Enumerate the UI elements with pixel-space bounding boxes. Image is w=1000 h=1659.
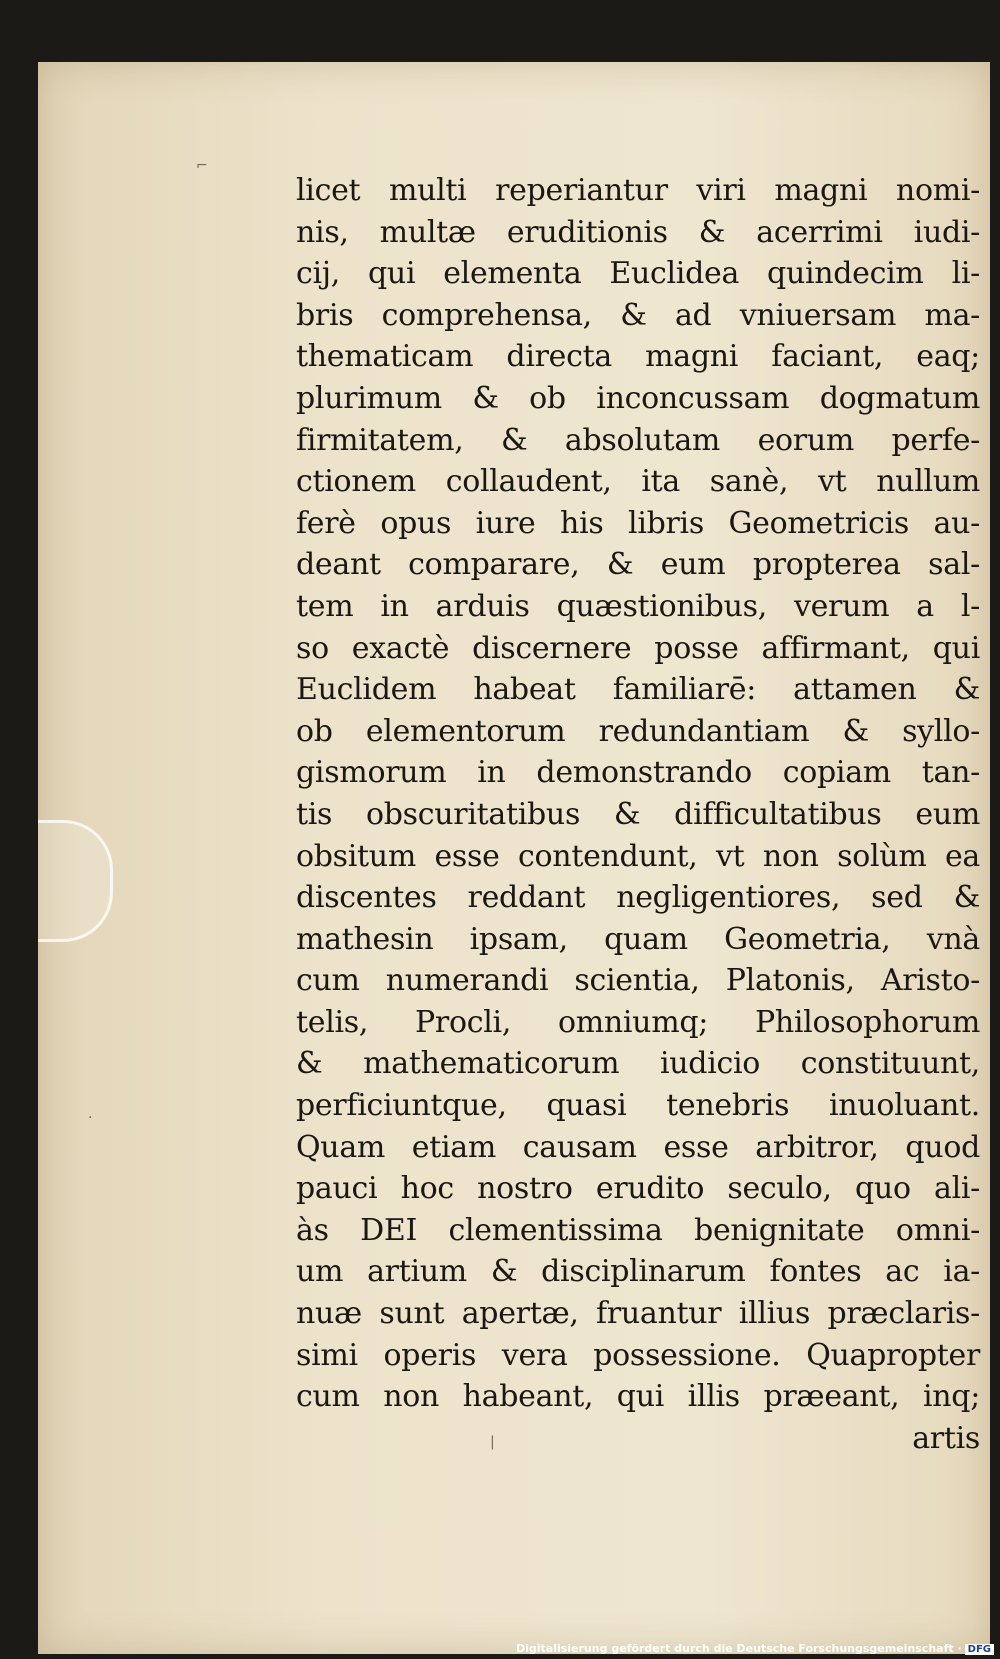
- text-line: pauci hoc nostro erudito seculo, quo ali-: [296, 1171, 980, 1207]
- text-line: cum non habeant, qui illis præeant, inq;: [296, 1379, 980, 1415]
- text-line: firmitatem, & absolutam eorum perfe-: [296, 422, 980, 458]
- text-line: plurimum & ob inconcussam dogmatum: [296, 380, 980, 416]
- text-line: nuæ sunt apertæ, fruantur illius præclaris-: [296, 1296, 980, 1332]
- text-line: gismorum in demonstrando copiam tan-: [296, 755, 980, 791]
- text-line: ob elementorum redundantiam & syllo-: [296, 713, 980, 749]
- text-line: cij, qui elementa Euclidea quindecim li-: [296, 256, 980, 292]
- text-line: telis, Procli, omniumq; Philosophorum: [296, 1004, 980, 1040]
- text-line: so exactè discernere posse affirmant, qui: [296, 630, 980, 666]
- text-line: ferè opus iure his libris Geometricis au-: [296, 505, 980, 541]
- catchword: artis: [912, 1420, 980, 1456]
- margin-mark: ·: [88, 1110, 93, 1126]
- text-line: tem in arduis quæstionibus, verum a l-: [296, 588, 980, 624]
- page-clip: [38, 820, 113, 942]
- text-line: & mathematicorum iudicio constituunt,: [296, 1046, 980, 1082]
- text-line: licet multi reperiantur viri magni nomi-: [296, 173, 980, 208]
- footer-text: Digitalisierung gefördert durch die Deutsche Forschungsgemeinschaft ·: [515, 1642, 962, 1655]
- margin-mark: ⌐: [196, 158, 208, 174]
- text-line: às DEI clementissima benignitate omni-: [296, 1212, 980, 1248]
- text-line: um artium & disciplinarum fontes ac ia-: [296, 1254, 980, 1290]
- text-line: Euclidem habeat familiarē: attamen &: [296, 672, 980, 708]
- text-line: discentes reddant negligentiores, sed &: [296, 880, 980, 916]
- dfg-logo: DFG: [965, 1644, 994, 1655]
- text-line: tis obscuritatibus & difficultatibus eum: [296, 796, 980, 832]
- text-line: Quam etiam causam esse arbitror, quod: [296, 1129, 980, 1165]
- margin-mark: |: [490, 1434, 495, 1450]
- text-line: mathesin ipsam, quam Geometria, vnà: [296, 921, 980, 957]
- text-line: nis, multæ eruditionis & acerrimi iudi-: [296, 214, 980, 250]
- text-line: deant comparare, & eum propterea sal-: [296, 547, 980, 583]
- body-text: [296, 170, 980, 1459]
- text-line: ctionem collaudent, ita sanè, vt nullum: [296, 464, 980, 500]
- book-page: [38, 62, 990, 1654]
- text-line: simi operis vera possessione. Quapropter: [296, 1337, 980, 1373]
- text-line: thematicam directa magni faciant, eaq;: [296, 339, 980, 375]
- text-line: perficiuntque, quasi tenebris inuoluant.: [296, 1088, 980, 1124]
- text-line: obsitum esse contendunt, vt non solùm ea: [296, 838, 980, 874]
- digitization-footer: [516, 1642, 994, 1655]
- text-line: cum numerandi scientia, Platonis, Aristo-: [296, 963, 980, 999]
- text-line: bris comprehensa, & ad vniuersam ma-: [296, 297, 980, 333]
